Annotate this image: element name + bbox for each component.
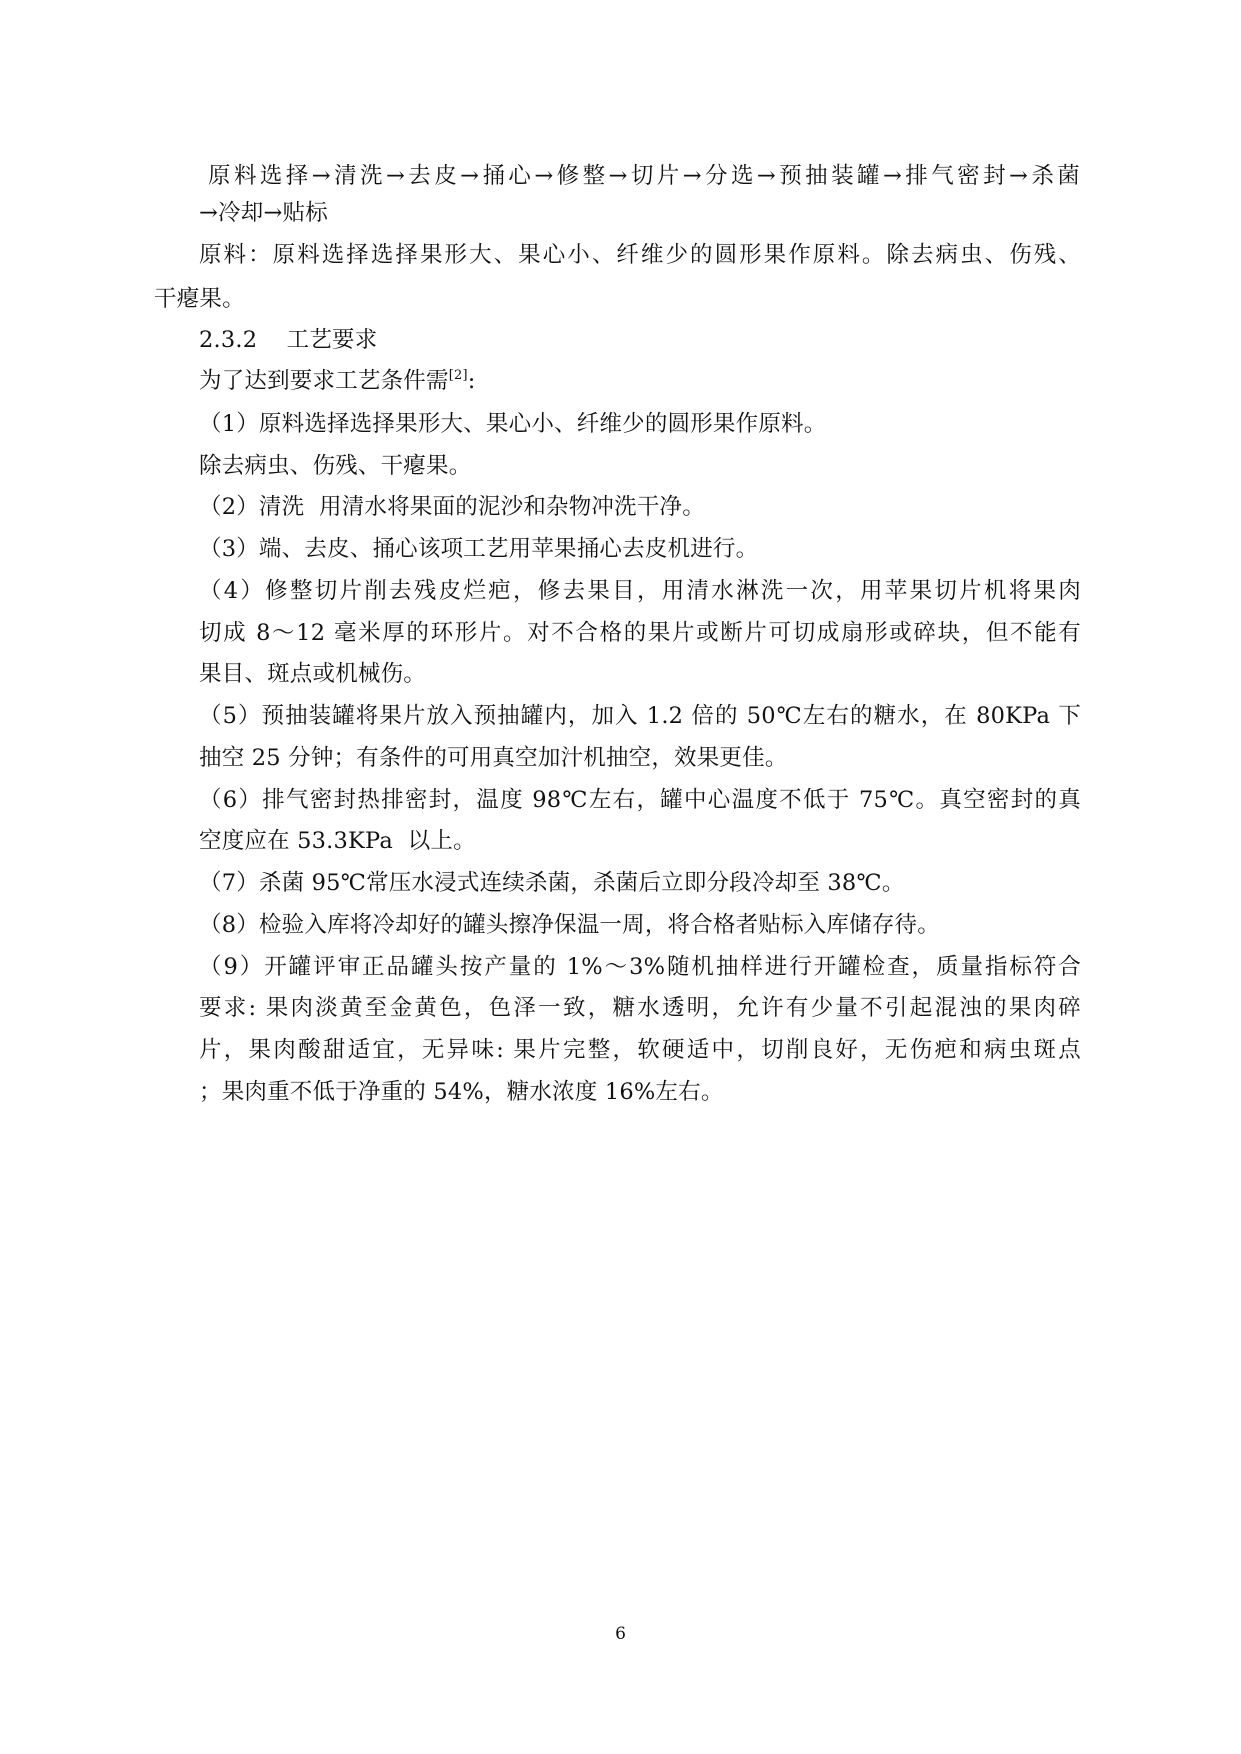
requirement-4-line-1: （4）修整切片削去残皮烂疤，修去果目，用清水淋洗一次，用苹果切片机将果肉 <box>199 578 1081 604</box>
requirement-8: （8）检验入库将冷却好的罐头擦净保温一周，将合格者贴标入库储存待。 <box>199 912 940 938</box>
requirement-1: （1）原料选择选择果形大、果心小、纤维少的圆形果作原料。 <box>199 411 827 437</box>
requirement-4-line-2: 切成 8～12 毫米厚的环形片。对不合格的果片或断片可切成扇形或碎块，但不能有 <box>199 620 1081 646</box>
requirement-3: （3）端、去皮、捅心该项工艺用苹果捅心去皮机进行。 <box>199 536 759 562</box>
raw-material-paragraph-line-1: 原料：原料选择选择果形大、果心小、纤维少的圆形果作原料。除去病虫、伤残、 <box>199 242 1081 268</box>
requirement-4-line-3: 果目、斑点或机械伤。 <box>199 661 427 687</box>
process-flow-line-1: 原料选择→清洗→去皮→捅心→修整→切片→分选→预抽装罐→排气密封→杀菌 <box>208 163 1080 189</box>
raw-material-paragraph-line-2: 干瘪果。 <box>154 286 245 312</box>
requirement-9-line-1: （9）开罐评审正品罐头按产量的 1%～3%随机抽样进行开罐检查，质量指标符合 <box>199 954 1081 980</box>
citation-ref: [2] <box>448 368 468 383</box>
requirements-intro <box>199 366 476 396</box>
requirement-5-line-2: 抽空 25 分钟；有条件的可用真空加汁机抽空，效果更佳。 <box>199 745 788 771</box>
requirements-intro-colon: : <box>467 368 476 394</box>
requirement-6-line-1: （6）排气密封热排密封，温度 98℃左右，罐中心温度不低于 75℃。真空密封的真 <box>199 787 1081 813</box>
requirement-2: （2）清洗 用清水将果面的泥沙和杂物冲洗干净。 <box>199 494 705 520</box>
section-heading-2-3-2: 2.3.2 工艺要求 <box>199 327 378 353</box>
requirement-9-line-3: 片，果肉酸甜适宜，无异味: 果片完整，软硬适中，切削良好，无伤疤和病虫斑点 <box>199 1037 1081 1063</box>
requirements-intro-text: 为了达到要求工艺条件需 <box>199 368 449 394</box>
requirement-7: （7）杀菌 95℃常压水浸式连续杀菌，杀菌后立即分段冷却至 38℃。 <box>199 870 905 896</box>
requirement-6-line-2: 空度应在 53.3KPa 以上。 <box>199 828 476 854</box>
requirement-1-continued: 除去病虫、伤残、干瘪果。 <box>199 453 472 479</box>
requirement-5-line-1: （5）预抽装罐将果片放入预抽罐内，加入 1.2 倍的 50℃左右的糖水，在 80KPa 下 <box>199 703 1081 729</box>
page-number: 6 <box>615 1624 626 1644</box>
requirement-9-line-4: ；果肉重不低于净重的 54%，糖水浓度 16%左右。 <box>199 1079 724 1105</box>
requirement-9-line-2: 要求: 果肉淡黄至金黄色，色泽一致，糖水透明，允许有少量不引起混浊的果肉碎 <box>199 995 1081 1021</box>
process-flow-line-2: →冷却→贴标 <box>199 200 328 226</box>
